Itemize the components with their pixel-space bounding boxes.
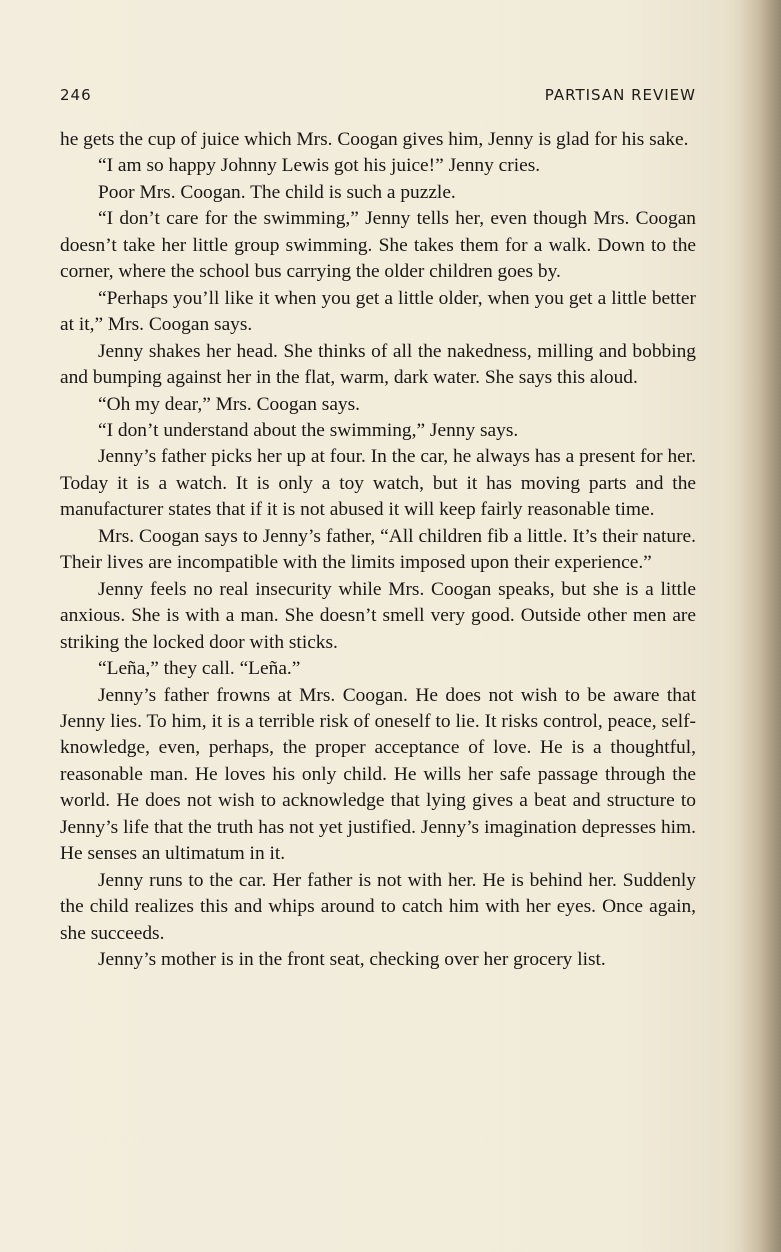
paragraph: “I don’t understand about the swimming,” Jenny says. bbox=[98, 419, 519, 441]
page-number: 246 bbox=[60, 86, 92, 104]
binding-shadow bbox=[741, 0, 781, 1252]
body-text bbox=[60, 127, 696, 974]
journal-title: PARTISAN REVIEW bbox=[544, 86, 696, 104]
paragraph: “I am so happy Johnny Lewis got his juice!” Jenny cries. bbox=[98, 155, 541, 177]
paragraph: “Leña,” they call. “Leña.” bbox=[98, 658, 301, 680]
paragraph: Mrs. Coogan says to Jenny’s father, “All children fib a little. It’s their nature. Their lives are incompatible with the limits imposed upon their experience.” bbox=[60, 525, 696, 574]
paragraph: Jenny feels no real insecurity while Mrs. Coogan speaks, but she is a little anxious. She is with a man. She doesn’t smell very good. Outside other men are striking the locked door with sticks. bbox=[60, 578, 696, 653]
paragraph: “Perhaps you’ll like it when you get a little older, when you get a little better at it,” Mrs. Coogan says. bbox=[60, 287, 696, 336]
running-head bbox=[60, 86, 696, 108]
paragraph: “I don’t care for the swimming,” Jenny tells her, even though Mrs. Coogan doesn’t take her little group swimming. She takes them for a walk. Down to the corner, where the school bus carrying the older children goes by. bbox=[60, 208, 696, 283]
paragraph: “Oh my dear,” Mrs. Coogan says. bbox=[98, 393, 361, 415]
paragraph: Jenny shakes her head. She thinks of all the nakedness, milling and bobbing and bumping against her in the flat, warm, dark water. She says this aloud. bbox=[60, 340, 696, 389]
paragraph: Jenny’s father picks her up at four. In the car, he always has a present for her. Today it is a watch. It is only a toy watch, but it has moving parts and the manufacturer states that if it is not abused it will keep fairly reasonable time. bbox=[60, 446, 696, 521]
paragraph: Poor Mrs. Coogan. The child is such a puzzle. bbox=[98, 181, 456, 203]
paragraph: he gets the cup of juice which Mrs. Coogan gives him, Jenny is glad for his sake. bbox=[60, 129, 689, 150]
paragraph: Jenny’s father frowns at Mrs. Coogan. He does not wish to be aware that Jenny lies. To him, it is a terrible risk of oneself to lie. It risks control, peace, self-knowledge, even, perhaps, the proper acceptance of love. He is a thoughtful, reasonable man. He loves his only child. He wills her safe passage through the world. He does not wish to acknowledge that lying gives a beat and structure to Jenny’s life that the truth has not yet justified. Jenny’s imagination depresses him. He senses an ultimatum in it. bbox=[60, 684, 696, 865]
paragraph: Jenny’s mother is in the front seat, checking over her grocery list. bbox=[98, 949, 606, 971]
paragraph: Jenny runs to the car. Her father is not with her. He is behind her. Suddenly the child realizes this and whips around to catch him with her eyes. Once again, she succeeds. bbox=[60, 869, 696, 944]
